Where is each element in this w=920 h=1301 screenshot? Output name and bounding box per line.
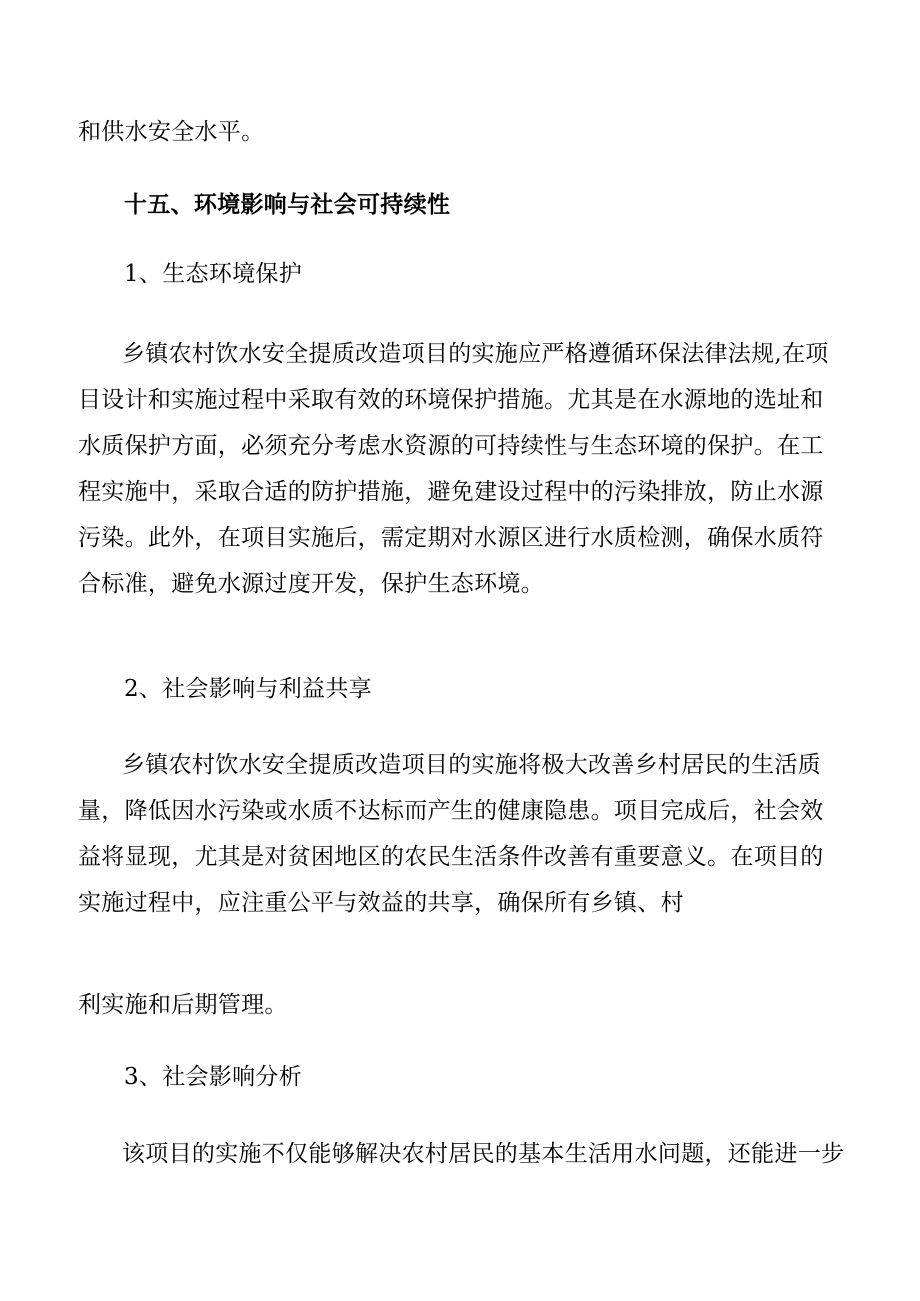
paragraph-line: 程实施中，采取合适的防护措施，避免建设过程中的污染排放，防止水源 xyxy=(78,479,824,505)
section-heading: 十五、环境影响与社会可持续性 xyxy=(124,191,451,218)
paragraph-line: 合标准，避免水源过度开发，保护生态环境。 xyxy=(78,571,544,597)
paragraph-line: 乡镇农村饮水安全提质改造项目的实施应严格遵循环保法律法规,在项 xyxy=(122,341,829,367)
paragraph-line: 实施过程中，应注重公平与效益的共享，确保所有乡镇、村 xyxy=(78,890,684,916)
trailing-line: 利实施和后期管理。 xyxy=(78,992,288,1018)
paragraph-social-benefit xyxy=(78,742,848,926)
paragraph-line: 该项目的实施不仅能够解决农村居民的基本生活用水问题，还能进一步 xyxy=(122,1141,845,1167)
paragraph-line: 污染。此外，在项目实施后，需定期对水源区进行水质检测，确保水质符 xyxy=(78,525,824,551)
continuation-line: 和供水安全水平。 xyxy=(78,119,265,145)
subsection-heading-2: 2、社会影响与利益共享 xyxy=(124,676,372,702)
subsection-heading-3: 3、社会影响分析 xyxy=(124,1064,303,1090)
paragraph-line: 水质保护方面，必须充分考虑水资源的可持续性与生态环境的保护。在工 xyxy=(78,433,824,459)
paragraph-line: 益将显现，尤其是对贫困地区的农民生活条件改善有重要意义。在项目的 xyxy=(78,844,824,870)
subsection-heading-1: 1、生态环境保护 xyxy=(124,261,303,287)
paragraph-line: 目设计和实施过程中采取有效的环境保护措施。尤其是在水源地的选址和 xyxy=(78,387,824,413)
paragraph-line: 量，降低因水污染或水质不达标而产生的健康隐患。项目完成后，社会效 xyxy=(78,798,824,824)
paragraph-social-analysis xyxy=(78,1131,848,1177)
paragraph-ecology xyxy=(78,331,848,607)
paragraph-line: 乡镇农村饮水安全提质改造项目的实施将极大改善乡村居民的生活质 xyxy=(122,752,821,778)
